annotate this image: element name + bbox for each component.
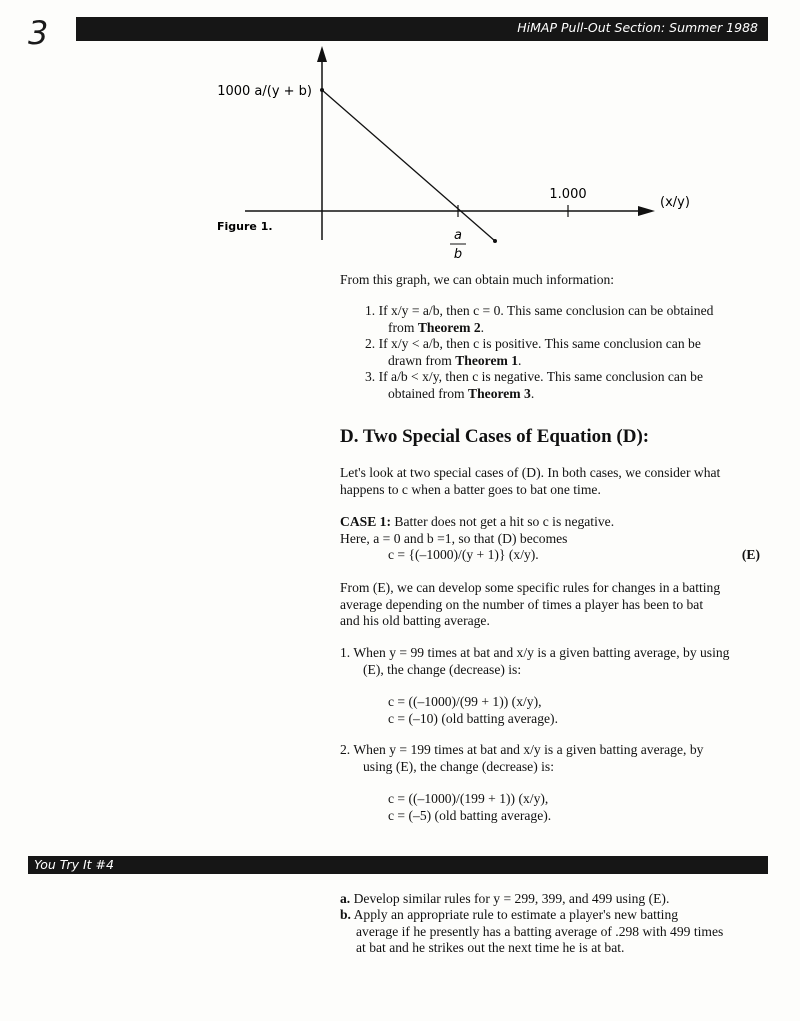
line-start-point [320,88,324,92]
case-1-equation: c = {(–1000)/(y + 1)} (x/y). (E) [388,547,760,562]
fraction-numerator: a [454,228,462,243]
you-try-it-bar [28,856,768,874]
list1-item-3-line2: obtained from Theorem 3. [388,385,535,401]
rule-2-line1: 2. When y = 199 times at bat and x/y is a given batting average, by [340,742,704,757]
task-b-line3: at bat and he strikes out the next time he is at bat. [356,940,625,955]
task-b-line2: average if he presently has a batting average of .298 with 499 times [356,923,724,939]
x-axis-label: (x/y) [660,195,690,210]
rule-1-eq1: c = ((–1000)/(99 + 1)) (x/y), [388,694,542,709]
header-title: HiMAP Pull-Out Section: Summer 1988 [517,20,758,35]
paragraph-1 [340,465,720,498]
paragraph-1-line1: Let's look at two special cases of (D). In both cases, we consider what [340,465,721,480]
task-b [340,907,723,957]
paragraph-2-line2: average depending on the number of times a player has been to bat [340,596,704,612]
figure-1-graph [0,0,800,270]
equation-tag-e: (E) [741,547,760,562]
rule-2-eq1: c = ((–1000)/(199 + 1)) (x/y), [388,791,549,806]
case-1-line2: Here, a = 0 and b =1, so that (D) becomes [340,530,568,546]
decreasing-line [322,90,495,241]
case-1-line1: CASE 1: Batter does not get a hit so c is negative. [340,514,615,529]
rule-2-eq2: c = (–5) (old batting average). [388,807,552,823]
paragraph-1-line2: happens to c when a batter goes to bat one time. [340,481,601,497]
rule-2-line2: using (E), the change (decrease) is: [363,758,554,774]
list1-item-3-line1: 3. If a/b < x/y, then c is negative. This same conclusion can be [365,369,703,384]
x-axis-arrow [638,206,655,216]
you-try-it-label: You Try It #4 [34,857,114,872]
list1-item-1-line1: 1. If x/y = a/b, then c = 0. This same conclusion can be obtained [365,303,714,318]
paragraph-2-line1: From (E), we can develop some specific rules for changes in a batting [340,580,721,595]
figure-caption: Figure 1. [217,220,273,233]
list1-item-2-line2: drawn from Theorem 1. [388,352,522,368]
section-heading: D. Two Special Cases of Equation (D): [340,426,650,447]
rule-1-eq2: c = (–10) (old batting average). [388,710,558,726]
rule-1-equations [388,694,558,727]
task-a: a. Develop similar rules for y = 299, 399, and 499 using (E). [340,891,670,906]
y-axis-label: 1000 a/(y + b) [217,84,312,99]
rule-1 [340,645,729,678]
rule-1-line1: 1. When y = 99 times at bat and x/y is a given batting average, by using [340,645,730,660]
task-b-line1: b. Apply an appropriate rule to estimate a player's new batting [340,907,679,922]
case-1-block [340,514,760,564]
list1-item-1-line2: from Theorem 2. [388,319,485,335]
y-axis-arrow [317,46,327,62]
tick-label-1000: 1.000 [549,187,587,202]
rule-2 [340,742,703,775]
list1-item-1 [365,303,713,336]
rule-1-line2: (E), the change (decrease) is: [363,661,522,677]
list1-item-2 [365,336,701,369]
page-number: 3 [28,14,49,52]
intro-text: From this graph, we can obtain much information: [340,272,615,287]
rule-2-equations [388,791,551,824]
list1-item-2-line1: 2. If x/y < a/b, then c is positive. This same conclusion can be [365,336,701,351]
list1-item-3 [365,369,703,402]
paragraph-2 [340,580,720,630]
line-end-point [493,239,497,243]
paragraph-2-line3: and his old batting average. [340,613,490,628]
fraction-denominator: b [453,247,463,262]
